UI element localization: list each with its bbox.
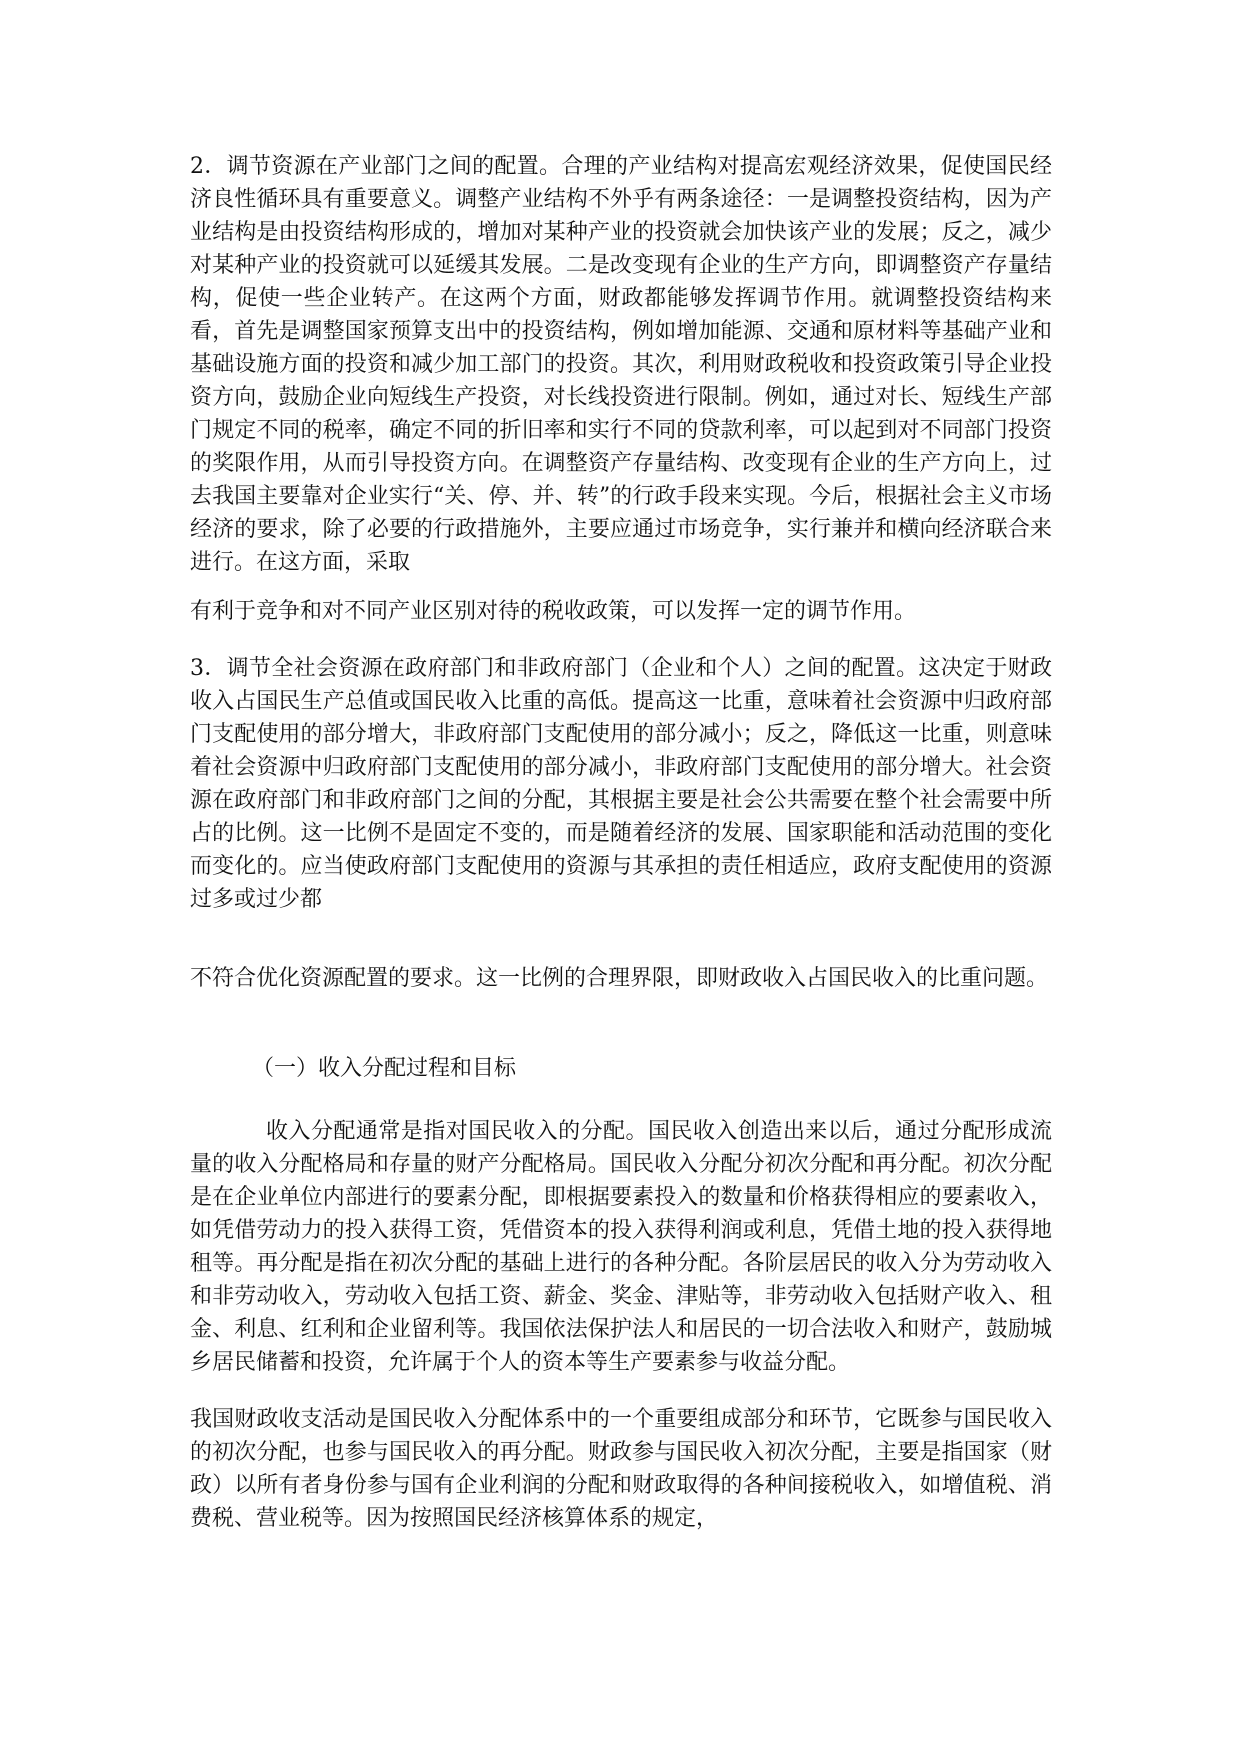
- paragraph-industry-allocation-continued: 有利于竞争和对不同产业区别对待的税收政策，可以发挥一定的调节作用。: [190, 599, 917, 624]
- paragraph-fiscal-role: 我国财政收支活动是国民收入分配体系中的一个重要组成部分和环节，它既参与国民收入的初次分配，也参与国民收入的再分配。财政参与国民收入初次分配，主要是指国家（财政）以所有者身份参与国有企业利润的分配和财政取得的各种间接税收入，如增值税、消费税、营业税等。因为按照国民经济核算体系的规定，: [190, 1407, 1052, 1531]
- paragraph-income-distribution: 收入分配通常是指对国民收入的分配。国民收入创造出来以后，通过分配形成流量的收入分配格局和存量的财产分配格局。国民收入分配分初次分配和再分配。初次分配是在企业单位内部进行的要素分配，即根据要素投入的数量和价格获得相应的要素收入，如凭借劳动力的投入获得工资，凭借资本的投入获得利润或利息，凭借土地的投入获得地租等。再分配是指在初次分配的基础上进行的各种分配。各阶层居民的收入分为劳动收入和非劳动收入，劳动收入包括工资、薪金、奖金、津贴等，非劳动收入包括财产收入、租金、利息、红利和企业留利等。我国依法保护法人和居民的一切合法收入和财产，鼓励城乡居民储蓄和投资，允许属于个人的资本等生产要素参与收益分配。: [190, 1119, 1052, 1375]
- section-heading-income-distribution: （一）收入分配过程和目标: [252, 1056, 517, 1081]
- paragraph-public-private-allocation: 3．调节全社会资源在政府部门和非政府部门（企业和个人）之间的配置。这决定于财政收入占国民生产总值或国民收入比重的高低。提高这一比重，意味着社会资源中归政府部门支配使用的部分增大，非政府部门支配使用的部分减小；反之，降低这一比重，则意味着社会资源中归政府部门支配使用的部分减小，非政府部门支配使用的部分增大。社会资源在政府部门和非政府部门之间的分配，其根据主要是社会公共需要在整个社会需要中所占的比例。这一比例不是固定不变的，而是随着经济的发展、国家职能和活动范围的变化而变化的。应当使政府部门支配使用的资源与其承担的责任相适应，政府支配使用的资源过多或过少都: [190, 656, 1052, 912]
- paragraph-industry-allocation: 2．调节资源在产业部门之间的配置。合理的产业结构对提高宏观经济效果，促使国民经济良性循环具有重要意义。调整产业结构不外乎有两条途径：一是调整投资结构，因为产业结构是由投资结构形成的，增加对某种产业的投资就会加快该产业的发展；反之，减少对某种产业的投资就可以延缓其发展。二是改变现有企业的生产方向，即调整资产存量结构，促使一些企业转产。在这两个方面，财政都能够发挥调节作用。就调整投资结构来看，首先是调整国家预算支出中的投资结构，例如增加能源、交通和原材料等基础产业和基础设施方面的投资和减少加工部门的投资。其次，利用财政税收和投资政策引导企业投资方向，鼓励企业向短线生产投资，对长线投资进行限制。例如，通过对长、短线生产部门规定不同的税率，确定不同的折旧率和实行不同的贷款利率，可以起到对不同部门投资的奖限作用，从而引导投资方向。在调整资产存量结构、改变现有企业的生产方向上，过去我国主要靠对企业实行“关、停、并、转”的行政手段来实现。今后，根据社会主义市场经济的要求，除了必要的行政措施外，主要应通过市场竞争，实行兼并和横向经济联合来进行。在这方面，采取: [190, 154, 1052, 575]
- paragraph-public-private-allocation-continued: 不符合优化资源配置的要求。这一比例的合理界限，即财政收入占国民收入的比重问题。: [190, 966, 1049, 991]
